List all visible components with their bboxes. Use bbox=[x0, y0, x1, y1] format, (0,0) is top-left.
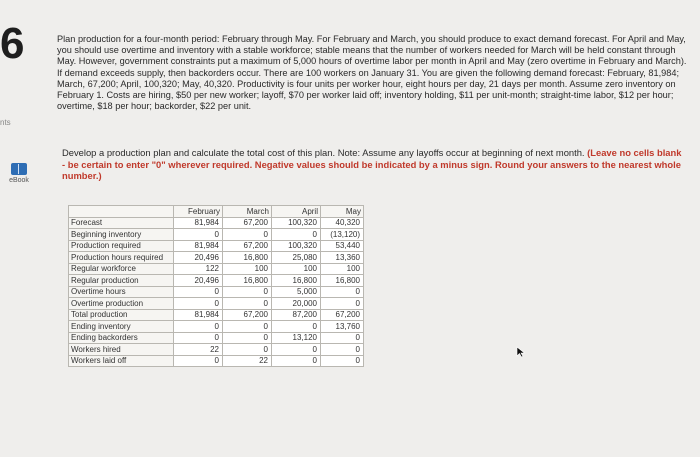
input-cell[interactable]: 16,800 bbox=[223, 252, 272, 264]
column-header: May bbox=[321, 206, 364, 218]
input-cell[interactable]: 0 bbox=[272, 344, 321, 356]
input-cell[interactable]: 13,120 bbox=[272, 332, 321, 344]
table-header-row bbox=[69, 206, 364, 218]
table-row bbox=[69, 298, 364, 310]
input-cell[interactable]: 81,984 bbox=[174, 309, 223, 321]
input-cell[interactable]: 22 bbox=[223, 355, 272, 367]
table-row bbox=[69, 344, 364, 356]
input-cell[interactable]: 0 bbox=[174, 355, 223, 367]
row-label: Ending inventory bbox=[69, 321, 174, 333]
input-cell[interactable]: 0 bbox=[223, 298, 272, 310]
input-cell[interactable]: 67,200 bbox=[321, 309, 364, 321]
input-cell[interactable]: 53,440 bbox=[321, 240, 364, 252]
ebook-label: eBook bbox=[9, 177, 29, 184]
input-cell[interactable]: (13,120) bbox=[321, 229, 364, 241]
input-cell[interactable]: 13,360 bbox=[321, 252, 364, 264]
input-cell[interactable]: 25,080 bbox=[272, 252, 321, 264]
row-label: Production hours required bbox=[69, 252, 174, 264]
table-row bbox=[69, 252, 364, 264]
input-cell[interactable]: 67,200 bbox=[223, 240, 272, 252]
input-cell[interactable]: 122 bbox=[174, 263, 223, 275]
input-cell[interactable]: 81,984 bbox=[174, 240, 223, 252]
input-cell[interactable]: 0 bbox=[272, 355, 321, 367]
points-label: nts bbox=[0, 118, 11, 127]
input-cell[interactable]: 0 bbox=[223, 344, 272, 356]
row-label: Regular workforce bbox=[69, 263, 174, 275]
left-rail bbox=[0, 0, 50, 457]
question-number: 6 bbox=[0, 19, 25, 68]
row-label: Forecast bbox=[69, 217, 174, 229]
table-row bbox=[69, 321, 364, 333]
row-label: Total production bbox=[69, 309, 174, 321]
input-cell[interactable]: 0 bbox=[272, 229, 321, 241]
row-label: Ending backorders bbox=[69, 332, 174, 344]
table-row bbox=[69, 263, 364, 275]
input-cell[interactable]: 0 bbox=[272, 321, 321, 333]
input-cell[interactable]: 0 bbox=[223, 286, 272, 298]
problem-statement: Plan production for a four-month period: February through May. For February and March, you should produce to exact demand forecast. For April and May, you should use overtime and inventory with a stable workforce; stable means that the number of workers needed for March will be held constant through May. However, government constraints put a maximum of 5,000 hours of overtime labor per month in April and May (zero overtime in February and March). If demand exceeds supply, then backorders occur. There are 100 workers on January 31. You are given the following demand forecast: February, 81,984; March, 67,200; April, 100,320; May, 40,320. Productivity is four units per worker hour, eight hours per day, 21 days per month. Assume zero inventory on February 1. Costs are hiring, $50 per new worker; layoff, $70 per worker laid off; inventory holding, $11 per unit-month; straight-time labor, $12 per hour; overtime, $18 per hour; backorder, $22 per unit. bbox=[57, 34, 687, 112]
input-cell[interactable]: 0 bbox=[321, 344, 364, 356]
input-cell[interactable]: 20,496 bbox=[174, 252, 223, 264]
input-cell[interactable]: 100,320 bbox=[272, 240, 321, 252]
column-header: April bbox=[272, 206, 321, 218]
row-label: Production required bbox=[69, 240, 174, 252]
header-blank bbox=[69, 206, 174, 218]
table-row bbox=[69, 217, 364, 229]
input-cell[interactable]: 20,000 bbox=[272, 298, 321, 310]
table-row bbox=[69, 240, 364, 252]
input-cell[interactable]: 16,800 bbox=[223, 275, 272, 287]
input-cell[interactable]: 87,200 bbox=[272, 309, 321, 321]
row-label: Regular production bbox=[69, 275, 174, 287]
instructions-text: Develop a production plan and calculate the total cost of this plan. Note: Assume any layoffs occur at beginning of next month. bbox=[62, 147, 585, 158]
table-row bbox=[69, 275, 364, 287]
input-cell[interactable]: 16,800 bbox=[272, 275, 321, 287]
input-cell[interactable]: 0 bbox=[174, 298, 223, 310]
book-icon bbox=[11, 163, 27, 175]
ebook-button[interactable] bbox=[4, 163, 34, 184]
input-cell[interactable]: 0 bbox=[174, 286, 223, 298]
input-cell[interactable]: 100 bbox=[321, 263, 364, 275]
row-label: Workers laid off bbox=[69, 355, 174, 367]
input-cell[interactable]: 5,000 bbox=[272, 286, 321, 298]
input-cell[interactable]: 22 bbox=[174, 344, 223, 356]
column-header: March bbox=[223, 206, 272, 218]
table-row bbox=[69, 229, 364, 241]
input-cell[interactable]: 0 bbox=[174, 332, 223, 344]
production-plan-table bbox=[68, 205, 364, 367]
cell-value: 67,200 bbox=[223, 217, 272, 229]
cell-value: 81,984 bbox=[174, 217, 223, 229]
input-cell[interactable]: 0 bbox=[321, 298, 364, 310]
cell-value: 40,320 bbox=[321, 217, 364, 229]
table-row bbox=[69, 332, 364, 344]
table-row bbox=[69, 355, 364, 367]
input-cell[interactable]: 0 bbox=[223, 332, 272, 344]
table-row bbox=[69, 309, 364, 321]
mouse-cursor-icon bbox=[516, 346, 526, 358]
table-row bbox=[69, 286, 364, 298]
input-cell[interactable]: 0 bbox=[174, 321, 223, 333]
input-cell[interactable]: 0 bbox=[174, 229, 223, 241]
input-cell[interactable]: 100 bbox=[272, 263, 321, 275]
cell-value: 100,320 bbox=[272, 217, 321, 229]
row-label: Overtime production bbox=[69, 298, 174, 310]
input-cell[interactable]: 0 bbox=[321, 355, 364, 367]
row-label: Workers hired bbox=[69, 344, 174, 356]
input-cell[interactable]: 0 bbox=[321, 286, 364, 298]
row-label: Beginning inventory bbox=[69, 229, 174, 241]
input-cell[interactable]: 20,496 bbox=[174, 275, 223, 287]
input-cell[interactable]: 67,200 bbox=[223, 309, 272, 321]
input-cell[interactable]: 0 bbox=[223, 321, 272, 333]
column-header: February bbox=[174, 206, 223, 218]
instructions-note: (Leave no cells blank - be certain to enter "0" wherever required. Negative values should be indicated by a minus sign. Round your answers to the nearest whole number.) bbox=[62, 147, 682, 182]
input-cell[interactable]: 0 bbox=[321, 332, 364, 344]
input-cell[interactable]: 0 bbox=[223, 229, 272, 241]
input-cell[interactable]: 100 bbox=[223, 263, 272, 275]
instructions bbox=[62, 147, 682, 182]
input-cell[interactable]: 16,800 bbox=[321, 275, 364, 287]
row-label: Overtime hours bbox=[69, 286, 174, 298]
input-cell[interactable]: 13,760 bbox=[321, 321, 364, 333]
